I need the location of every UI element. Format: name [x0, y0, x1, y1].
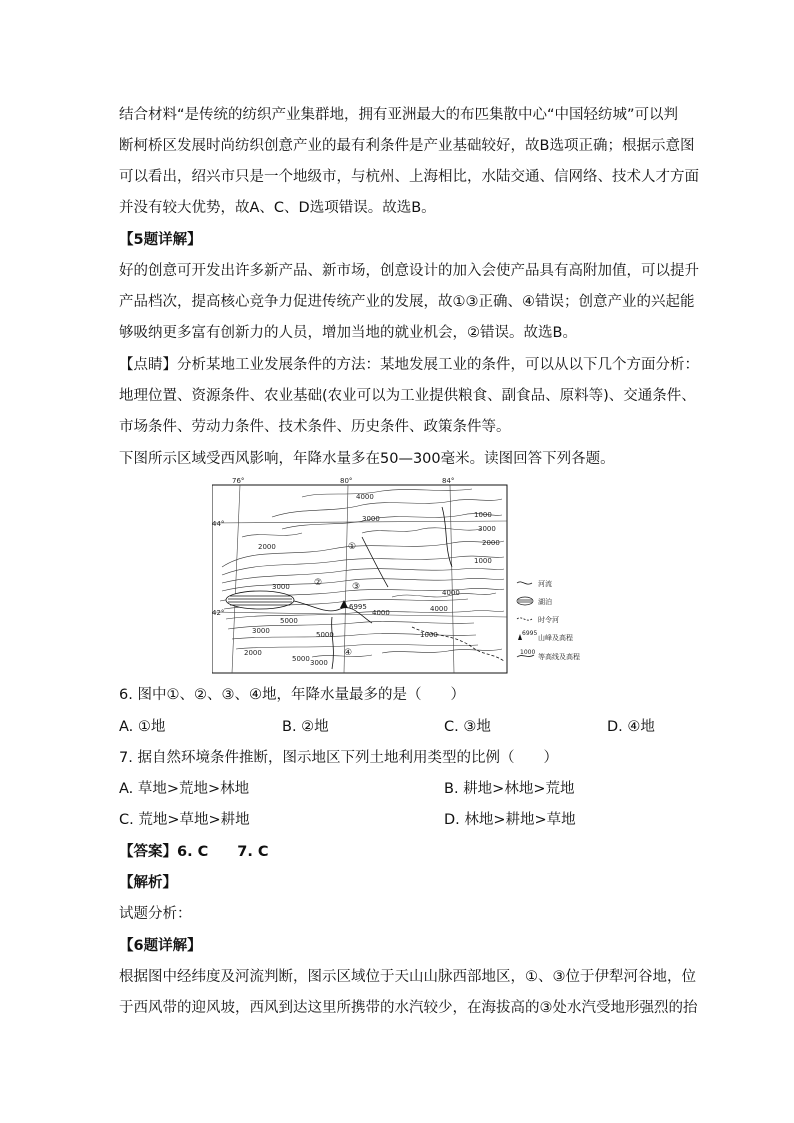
- q7-option-a: A. 草地>荒地>林地: [119, 781, 250, 797]
- line-p4-4: 并没有较大优势，故A、C、D选项错误。故选B。: [119, 200, 436, 216]
- line-p5-1: 好的创意可开发出许多新产品、新市场，创意设计的加入会使产品具有高附加值，可以提升: [119, 263, 699, 279]
- site-1: ①: [348, 542, 357, 552]
- q6-option-a: A. ①地: [119, 719, 166, 735]
- contour-label: 2000: [258, 543, 276, 551]
- line-p4-2: 断柯桥区发展时尚纺织创意产业的最有利条件是产业基础较好，故B选项正确；根据示意图: [119, 138, 695, 154]
- legend-peak-value: 6995: [522, 630, 538, 637]
- q7-option-c: C. 荒地>草地>耕地: [119, 812, 250, 828]
- contour-label: 4000: [442, 589, 460, 597]
- contour-label: 4000: [356, 493, 374, 501]
- contour-label: 1000: [420, 631, 438, 639]
- site-4: ④: [344, 648, 353, 658]
- answer-line: 【答案】6. C 7. C: [119, 844, 269, 860]
- legend-peak: 山峰及高程: [538, 634, 573, 642]
- legend-contour: 等高线及高程: [538, 653, 580, 661]
- legend-river: 河流: [538, 580, 552, 588]
- lon-label-80: 80°: [340, 477, 353, 485]
- contour-label: 1000: [474, 557, 492, 565]
- line-tip-1: 【点睛】分析某地工业发展条件的方法：某地发展工业的条件，可以从以下几个方面分析：: [119, 357, 699, 373]
- contour-label: 5000: [316, 631, 334, 639]
- line-p6-1: 根据图中经纬度及河流判断，图示区域位于天山山脉西部地区，①、③位于伊犁河谷地，位: [119, 969, 696, 985]
- q6-option-d: D. ④地: [607, 719, 655, 735]
- legend-seasonal-river: 时令河: [538, 616, 559, 624]
- q7-option-d: D. 林地>耕地>草地: [444, 812, 576, 828]
- heading-q5-detail: 【5题详解】: [119, 232, 202, 248]
- contour-label: 3000: [362, 515, 380, 523]
- contour-label: 3000: [252, 627, 270, 635]
- line-p5-3: 够吸纳更多富有创新力的人员，增加当地的就业机会，②错误。故选B。: [119, 325, 577, 341]
- lat-label-42: 42°: [212, 609, 225, 617]
- contour-label: 5000: [292, 655, 310, 663]
- contour-label: 5000: [280, 617, 298, 625]
- lon-label-84: 84°: [442, 477, 455, 485]
- analysis-sub: 试题分析：: [119, 906, 192, 922]
- question-6-stem: 6. 图中①、②、③、④地，年降水量最多的是（ ）: [119, 687, 465, 703]
- contour-label: 4000: [430, 605, 448, 613]
- line-p6-2: 于西风带的迎风坡，西风到达这里所携带的水汽较少，在海拔高的③处水汽受地形强烈的抬: [119, 1000, 698, 1016]
- line-intro: 下图所示区域受西风影响，年降水量多在50—300毫米。读图回答下列各题。: [119, 451, 615, 467]
- contour-label: 3000: [310, 659, 328, 667]
- lat-label-44: 44°: [212, 520, 225, 528]
- line-p5-2: 产品档次，提高核心竞争力促进传统产业的发展，故①③正确、④错误；创意产业的兴起能: [119, 294, 695, 310]
- legend-contour-value: 1000: [520, 649, 536, 656]
- q6-option-c: C. ③地: [444, 719, 491, 735]
- line-p4-1: 结合材料“是传统的纺织产业集群地，拥有亚洲最大的布匹集散中心“中国轻纺城”可以判: [119, 107, 679, 123]
- topographic-map: [212, 477, 595, 675]
- contour-label: 2000: [244, 649, 262, 657]
- contour-label: 1000: [474, 511, 492, 519]
- q7-option-b: B. 耕地>林地>荒地: [444, 781, 575, 797]
- line-tip-3: 市场条件、劳动力条件、技术条件、历史条件、政策条件等。: [119, 419, 511, 435]
- contour-label: 3000: [478, 525, 496, 533]
- site-3: ③: [352, 582, 361, 592]
- lon-label-76: 76°: [232, 477, 245, 485]
- q6-option-b: B. ②地: [282, 719, 329, 735]
- legend-lake: 湖泊: [538, 598, 552, 606]
- heading-q6-detail: 【6题详解】: [119, 938, 202, 954]
- question-7-stem: 7. 据自然环境条件推断，图示地区下列土地利用类型的比例（ ）: [119, 750, 558, 766]
- contour-label: 2000: [482, 539, 500, 547]
- line-p4-3: 可以看出，绍兴市只是一个地级市，与杭州、上海相比，水陆交通、信网络、技术人才方面: [119, 169, 699, 185]
- contour-label: 3000: [272, 583, 290, 591]
- analysis-heading: 【解析】: [119, 875, 177, 891]
- contour-label: 4000: [372, 609, 390, 617]
- line-tip-2: 地理位置、资源条件、农业基础(农业可以为工业提供粮食、副食品、原料等)、交通条件、: [119, 388, 696, 404]
- site-2: ②: [314, 578, 323, 588]
- peak-elevation-label: 6995: [349, 603, 367, 611]
